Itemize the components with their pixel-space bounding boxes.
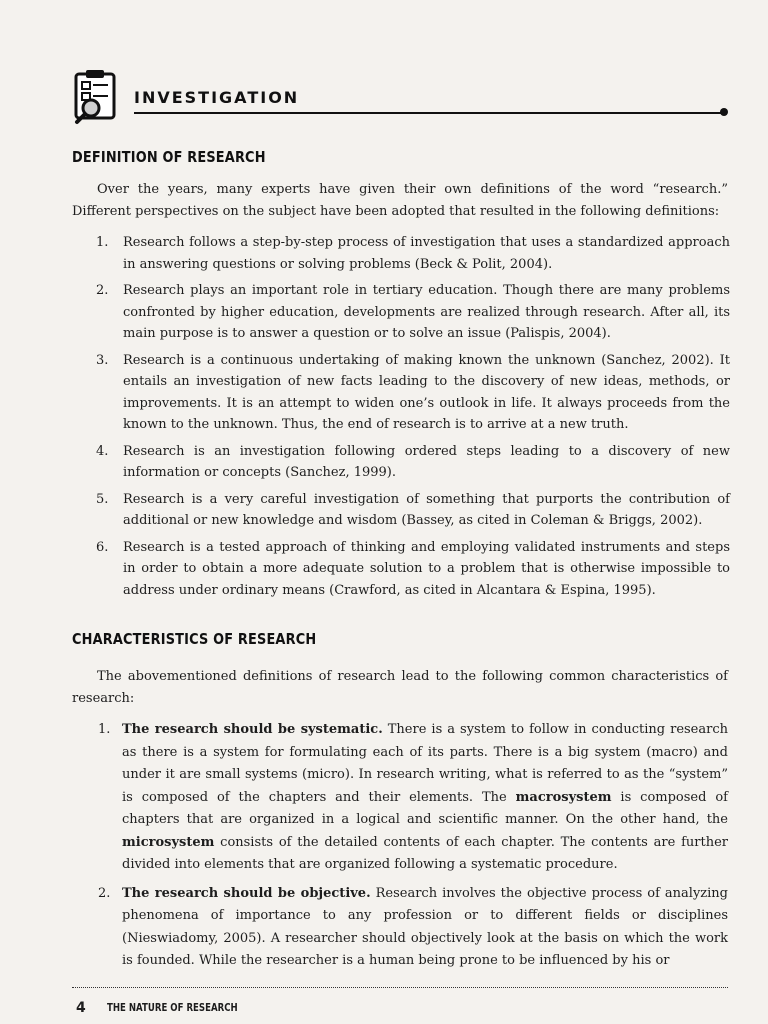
list-item-number: 3.	[96, 352, 109, 368]
page-number: 4	[76, 1000, 86, 1016]
header-title: INVESTIGATION	[134, 88, 300, 107]
footer-chapter-title: THE NATURE OF RESEARCH	[107, 1001, 238, 1014]
header-rule-end-dot	[720, 108, 728, 116]
list-item-text: There is a system to follow in conducting research as there is a system for formulating each of its parts. There is a big system (macro) and under it are small systems (micro). In research writing, what is referred to as the “system” is composed of the chapters and their elements. The	[122, 722, 728, 805]
list-item-lead: The research should be objective.	[122, 885, 371, 901]
list-item-number: 2.	[96, 283, 109, 298]
list-item-text: Research is a tested approach of thinking and employing validated instruments and steps in order to obtain a more adequate solution to a problem that is otherwise impossible to address under ordinary means (Crawford, as cited in Alcantara & Espina, 1995).	[123, 539, 730, 598]
list-item	[90, 537, 730, 602]
list-item	[90, 350, 730, 436]
definitions-list	[90, 232, 730, 606]
list-item-text: Research is a continuous undertaking of making known the unknown (Sanchez, 2002). It entails an investigation of new facts leading to the discovery of new ideas, methods, or improvements. It is an attempt to widen one’s outlook in life. It always proceeds from the known to the unknown. Thus, the end of research is to arrive at a new truth.	[123, 352, 730, 432]
header-rule	[134, 112, 722, 114]
list-item-number: 6.	[96, 539, 109, 555]
term-macrosystem: macrosystem	[515, 789, 612, 805]
list-item-lead: The research should be systematic.	[122, 722, 383, 737]
list-item-number: 1.	[98, 722, 111, 737]
footer-rule	[72, 987, 728, 988]
list-item	[90, 232, 730, 275]
list-item-text: is composed of chapters that are organized in a logical and scientific manner. On the other hand, the	[122, 789, 728, 827]
clipboard-magnifier-icon	[68, 68, 128, 126]
list-item-text: Research plays an important role in tertiary education. Though there are many problems confronted by higher education, developments are realized through research. After all, its main purpose is to answer a question or to solve an issue (Palispis, 2004).	[123, 283, 730, 341]
list-item	[90, 489, 730, 532]
list-item-text: Research is an investigation following ordered steps leading to a discovery of new information or concepts (Sanchez, 1999).	[123, 443, 730, 480]
list-item-text: Research is a very careful investigation of something that purports the contribution of additional or new knowledge and wisdom (Bassey, as cited in Coleman & Briggs, 2002).	[123, 491, 730, 528]
section-heading-characteristics: CHARACTERISTICS OF RESEARCH	[72, 630, 317, 648]
list-item-number: 4.	[96, 443, 109, 459]
term-microsystem: microsystem	[122, 834, 215, 850]
list-item	[92, 719, 728, 877]
characteristics-list	[92, 719, 728, 979]
list-item-text: consists of the detailed contents of each chapter. The contents are further divided into elements that are organized following a systematic procedure.	[122, 834, 728, 872]
list-item-number: 1.	[96, 235, 109, 250]
section-intro-definition: Over the years, many experts have given their own definitions of the word “research.” Different perspectives on the subject have been adopted that resulted in the following definitions:	[72, 182, 728, 219]
section-intro-characteristics: The abovementioned definitions of research lead to the following common characteristics of research:	[72, 669, 728, 706]
page-header	[68, 68, 728, 124]
list-item	[92, 883, 728, 973]
list-item-text: Research involves the objective process of analyzing phenomena of importance to any profession or to different fields or disciplines (Nieswiadomy, 2005). A researcher should objectively look at the basis on which the work is founded. While the researcher is a human being prone to be influenced by his or	[122, 885, 728, 968]
list-item-number: 2.	[98, 885, 111, 901]
section-heading-definition: DEFINITION OF RESEARCH	[72, 148, 266, 166]
list-item	[90, 441, 730, 484]
list-item	[90, 280, 730, 345]
list-item-text: Research follows a step-by-step process of investigation that uses a standardized approach in answering questions or solving problems (Beck & Polit, 2004).	[123, 235, 730, 272]
list-item-number: 5.	[96, 491, 109, 507]
